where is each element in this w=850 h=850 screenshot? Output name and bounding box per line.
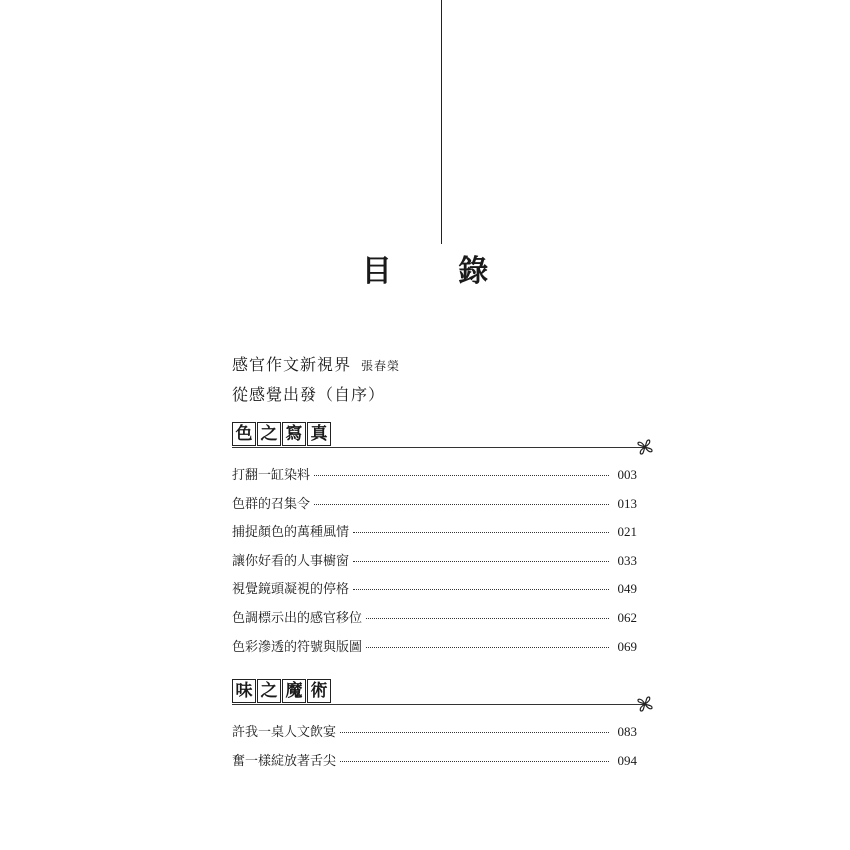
toc-entry-page: 094 xyxy=(617,752,637,768)
intro-title: 感官作文新視界 xyxy=(232,355,352,374)
leader-dots xyxy=(353,532,609,533)
toc-entry[interactable] xyxy=(232,750,637,779)
section-heading-char: 真 xyxy=(307,422,331,446)
toc-entry[interactable] xyxy=(232,607,637,636)
quatrefoil-flourish-icon xyxy=(634,436,656,458)
toc-entry-title: 許我一桌人文飲宴 xyxy=(232,725,337,740)
toc-entry-page: 003 xyxy=(617,467,637,482)
toc-entry[interactable] xyxy=(232,721,637,750)
toc-entry-page: 033 xyxy=(617,552,637,568)
section-heading-char: 術 xyxy=(307,679,331,703)
toc-list-section-2 xyxy=(232,721,637,778)
toc-list-section-1 xyxy=(232,464,637,664)
leader-dots xyxy=(366,618,609,619)
toc-entry[interactable] xyxy=(232,578,637,607)
toc-entry-title: 視覺鏡頭凝視的停格 xyxy=(232,582,350,598)
leader-dots xyxy=(314,504,609,505)
toc-entry-title: 色群的召集令 xyxy=(232,496,311,512)
leader-dots xyxy=(314,475,609,476)
toc-entry[interactable] xyxy=(232,636,637,665)
toc-entry-title: 讓你好看的人事櫥窗 xyxy=(232,553,350,569)
toc-entry-title: 奮一樣綻放著舌尖 xyxy=(232,753,337,769)
quatrefoil-flourish-icon xyxy=(634,693,656,715)
toc-entry[interactable] xyxy=(232,493,637,522)
leader-dots xyxy=(340,732,609,733)
toc-entry-title: 色調標示出的感官移位 xyxy=(232,610,363,626)
toc-entry[interactable] xyxy=(232,550,637,579)
toc-entry-page: 049 xyxy=(617,581,637,597)
toc-entry[interactable] xyxy=(232,464,637,493)
section-heading-char: 之 xyxy=(257,679,281,703)
top-vertical-rule xyxy=(441,0,442,244)
toc-entry-page: 062 xyxy=(617,609,637,625)
toc-entry[interactable] xyxy=(232,521,637,550)
toc-entry-title: 打翻一缸染料 xyxy=(232,468,311,483)
toc-entry-page: 013 xyxy=(617,495,637,511)
leader-dots xyxy=(353,561,609,562)
toc-entry-page: 069 xyxy=(617,638,637,654)
section-rule xyxy=(232,447,644,448)
toc-entry-title: 色彩滲透的符號與版圖 xyxy=(232,639,363,655)
intro-line-foreword: 從感覺出發（自序） xyxy=(232,385,386,404)
leader-dots xyxy=(340,761,609,762)
leader-dots xyxy=(366,647,609,648)
section-heading-char: 魔 xyxy=(282,679,306,703)
intro-author: 張春榮 xyxy=(361,359,401,373)
section-heading-char: 味 xyxy=(232,679,256,703)
section-heading-char: 之 xyxy=(257,422,281,446)
section-heading-color xyxy=(232,422,652,448)
leader-dots xyxy=(353,589,609,590)
section-heading-taste xyxy=(232,679,652,705)
intro-line-preface xyxy=(232,352,400,375)
section-heading-char: 寫 xyxy=(282,422,306,446)
toc-entry-page: 083 xyxy=(617,724,637,739)
section-rule xyxy=(232,704,644,705)
section-heading-char: 色 xyxy=(232,422,256,446)
toc-entry-page: 021 xyxy=(617,524,637,540)
page-title: 目 錄 xyxy=(361,254,517,289)
toc-entry-title: 捕捉顏色的萬種風情 xyxy=(232,525,350,541)
